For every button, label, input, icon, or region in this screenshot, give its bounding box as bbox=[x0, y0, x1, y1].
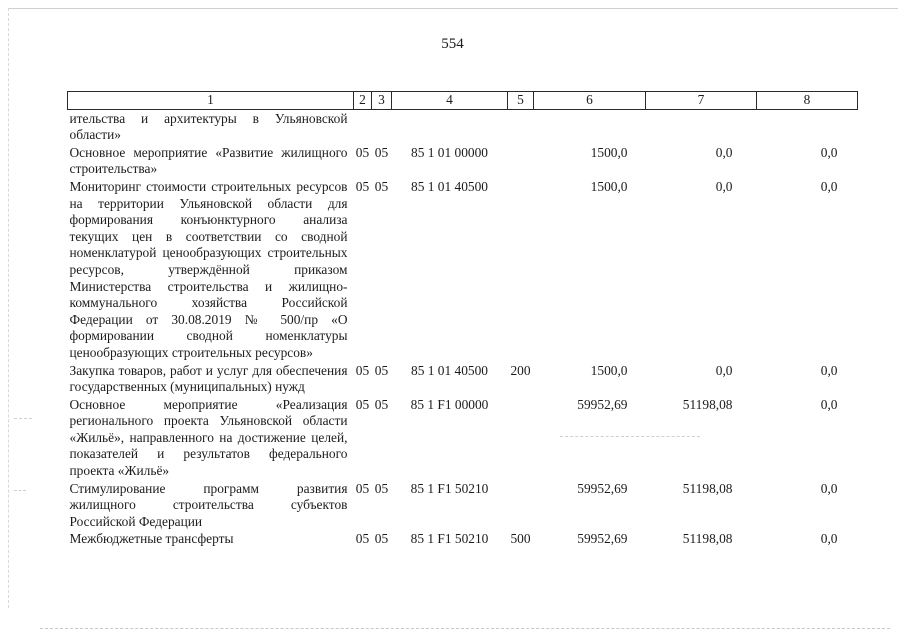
row-amount-6: 59952,69 bbox=[577, 480, 628, 496]
row-amount-8: 0,0 bbox=[820, 144, 838, 160]
row-amount-6: 59952,69 bbox=[577, 396, 628, 412]
row-target-code: 85 1 F1 00000 bbox=[410, 396, 489, 412]
column-header-5: 5 bbox=[508, 92, 534, 110]
row-section: 05 bbox=[355, 531, 370, 547]
row-expense-type: 200 bbox=[510, 362, 531, 378]
row-subsection: 05 bbox=[374, 531, 389, 547]
row-amount-8: 0,0 bbox=[820, 396, 838, 412]
table-row bbox=[68, 109, 858, 144]
row-name: Мониторинг стоимости строительных ресурсов на территории Ульяновской области для формирования конъюнктурного анализа текущих цен в соответствии со сводной номенклатурой ценообразующих строительных ресурсов, утверждённой приказом Министерства строительства и жилищно-коммунального хозяйства Российской Федерации от 30.08.2019 № 500/пр «О формировании сводной номенклатуры ценообразующих строительных ресурсов» bbox=[69, 178, 348, 360]
row-subsection: 05 bbox=[374, 480, 389, 496]
row-section bbox=[354, 109, 372, 144]
row-amount-7: 51198,08 bbox=[682, 531, 733, 547]
row-subsection: 05 bbox=[374, 362, 389, 378]
column-header-7: 7 bbox=[646, 92, 757, 110]
row-expense-type bbox=[508, 109, 534, 144]
row-expense-type bbox=[508, 480, 534, 531]
row-amount-7: 51198,08 bbox=[682, 396, 733, 412]
row-amount-8: 0,0 bbox=[820, 362, 838, 378]
column-header-4: 4 bbox=[392, 92, 508, 110]
row-section: 05 bbox=[355, 396, 370, 412]
row-section: 05 bbox=[355, 178, 370, 194]
row-name: Основное мероприятие «Развитие жилищного строительства» bbox=[69, 144, 348, 177]
row-section: 05 bbox=[355, 480, 370, 496]
row-target-code: 85 1 F1 50210 bbox=[410, 531, 489, 547]
row-amount-7: 0,0 bbox=[715, 362, 733, 378]
column-header-8: 8 bbox=[757, 92, 858, 110]
row-subsection bbox=[372, 109, 392, 144]
row-target-code: 85 1 01 40500 bbox=[411, 362, 488, 378]
row-section: 05 bbox=[355, 362, 370, 378]
row-amount-6: 1500,0 bbox=[590, 178, 628, 194]
row-amount-8: 0,0 bbox=[820, 480, 838, 496]
scan-speck bbox=[14, 490, 26, 491]
row-expense-type bbox=[508, 396, 534, 480]
row-amount-6: 1500,0 bbox=[590, 144, 628, 160]
row-amount-7: 0,0 bbox=[715, 144, 733, 160]
row-subsection: 05 bbox=[374, 144, 389, 160]
row-expense-type bbox=[508, 144, 534, 178]
row-target-code: 85 1 01 00000 bbox=[411, 144, 488, 160]
table-row bbox=[68, 530, 858, 548]
row-target-code: 85 1 F1 50210 bbox=[410, 480, 489, 496]
row-amount-6: 1500,0 bbox=[590, 362, 628, 378]
row-target-code: 85 1 01 40500 bbox=[411, 178, 488, 194]
scan-edge-top bbox=[8, 8, 898, 9]
row-amount-8 bbox=[757, 109, 858, 144]
row-section: 05 bbox=[355, 144, 370, 160]
row-name: Закупка товаров, работ и услуг для обеспечения государственных (муниципальных) нужд bbox=[69, 362, 348, 395]
row-amount-7: 51198,08 bbox=[682, 480, 733, 496]
row-amount-7: 0,0 bbox=[715, 178, 733, 194]
row-amount-6: 59952,69 bbox=[577, 531, 628, 547]
table-row bbox=[68, 396, 858, 480]
row-name: Стимулирование программ развития жилищного строительства субъектов Российской Федерации bbox=[69, 480, 348, 529]
row-name: ительства и архитектуры в Ульяновской области» bbox=[69, 110, 348, 143]
column-header-3: 3 bbox=[372, 92, 392, 110]
page-number: 554 bbox=[441, 36, 464, 52]
row-name: Основное мероприятие «Реализация регионального проекта Ульяновской области «Жильё», направленного на достижение целей, показателей и результатов федерального проекта «Жильё» bbox=[69, 396, 348, 479]
row-name: Межбюджетные трансферты bbox=[69, 531, 234, 547]
column-header-6: 6 bbox=[534, 92, 646, 110]
row-expense-type: 500 bbox=[510, 531, 531, 547]
row-target-code bbox=[392, 109, 508, 144]
scan-edge-left bbox=[8, 8, 9, 608]
row-amount-7 bbox=[646, 109, 757, 144]
table-row bbox=[68, 480, 858, 531]
column-header-1: 1 bbox=[68, 92, 354, 110]
table-row bbox=[68, 178, 858, 362]
row-expense-type bbox=[508, 178, 534, 362]
row-amount-8: 0,0 bbox=[820, 531, 838, 547]
row-amount-6 bbox=[534, 109, 646, 144]
scan-speck bbox=[14, 418, 32, 419]
table-header-row bbox=[68, 92, 858, 110]
column-header-2: 2 bbox=[354, 92, 372, 110]
row-subsection: 05 bbox=[374, 178, 389, 194]
table-row bbox=[68, 144, 858, 178]
budget-table bbox=[67, 91, 858, 548]
row-subsection: 05 bbox=[374, 396, 389, 412]
row-amount-8: 0,0 bbox=[820, 178, 838, 194]
table-row bbox=[68, 362, 858, 396]
scan-edge-bottom bbox=[40, 628, 890, 629]
